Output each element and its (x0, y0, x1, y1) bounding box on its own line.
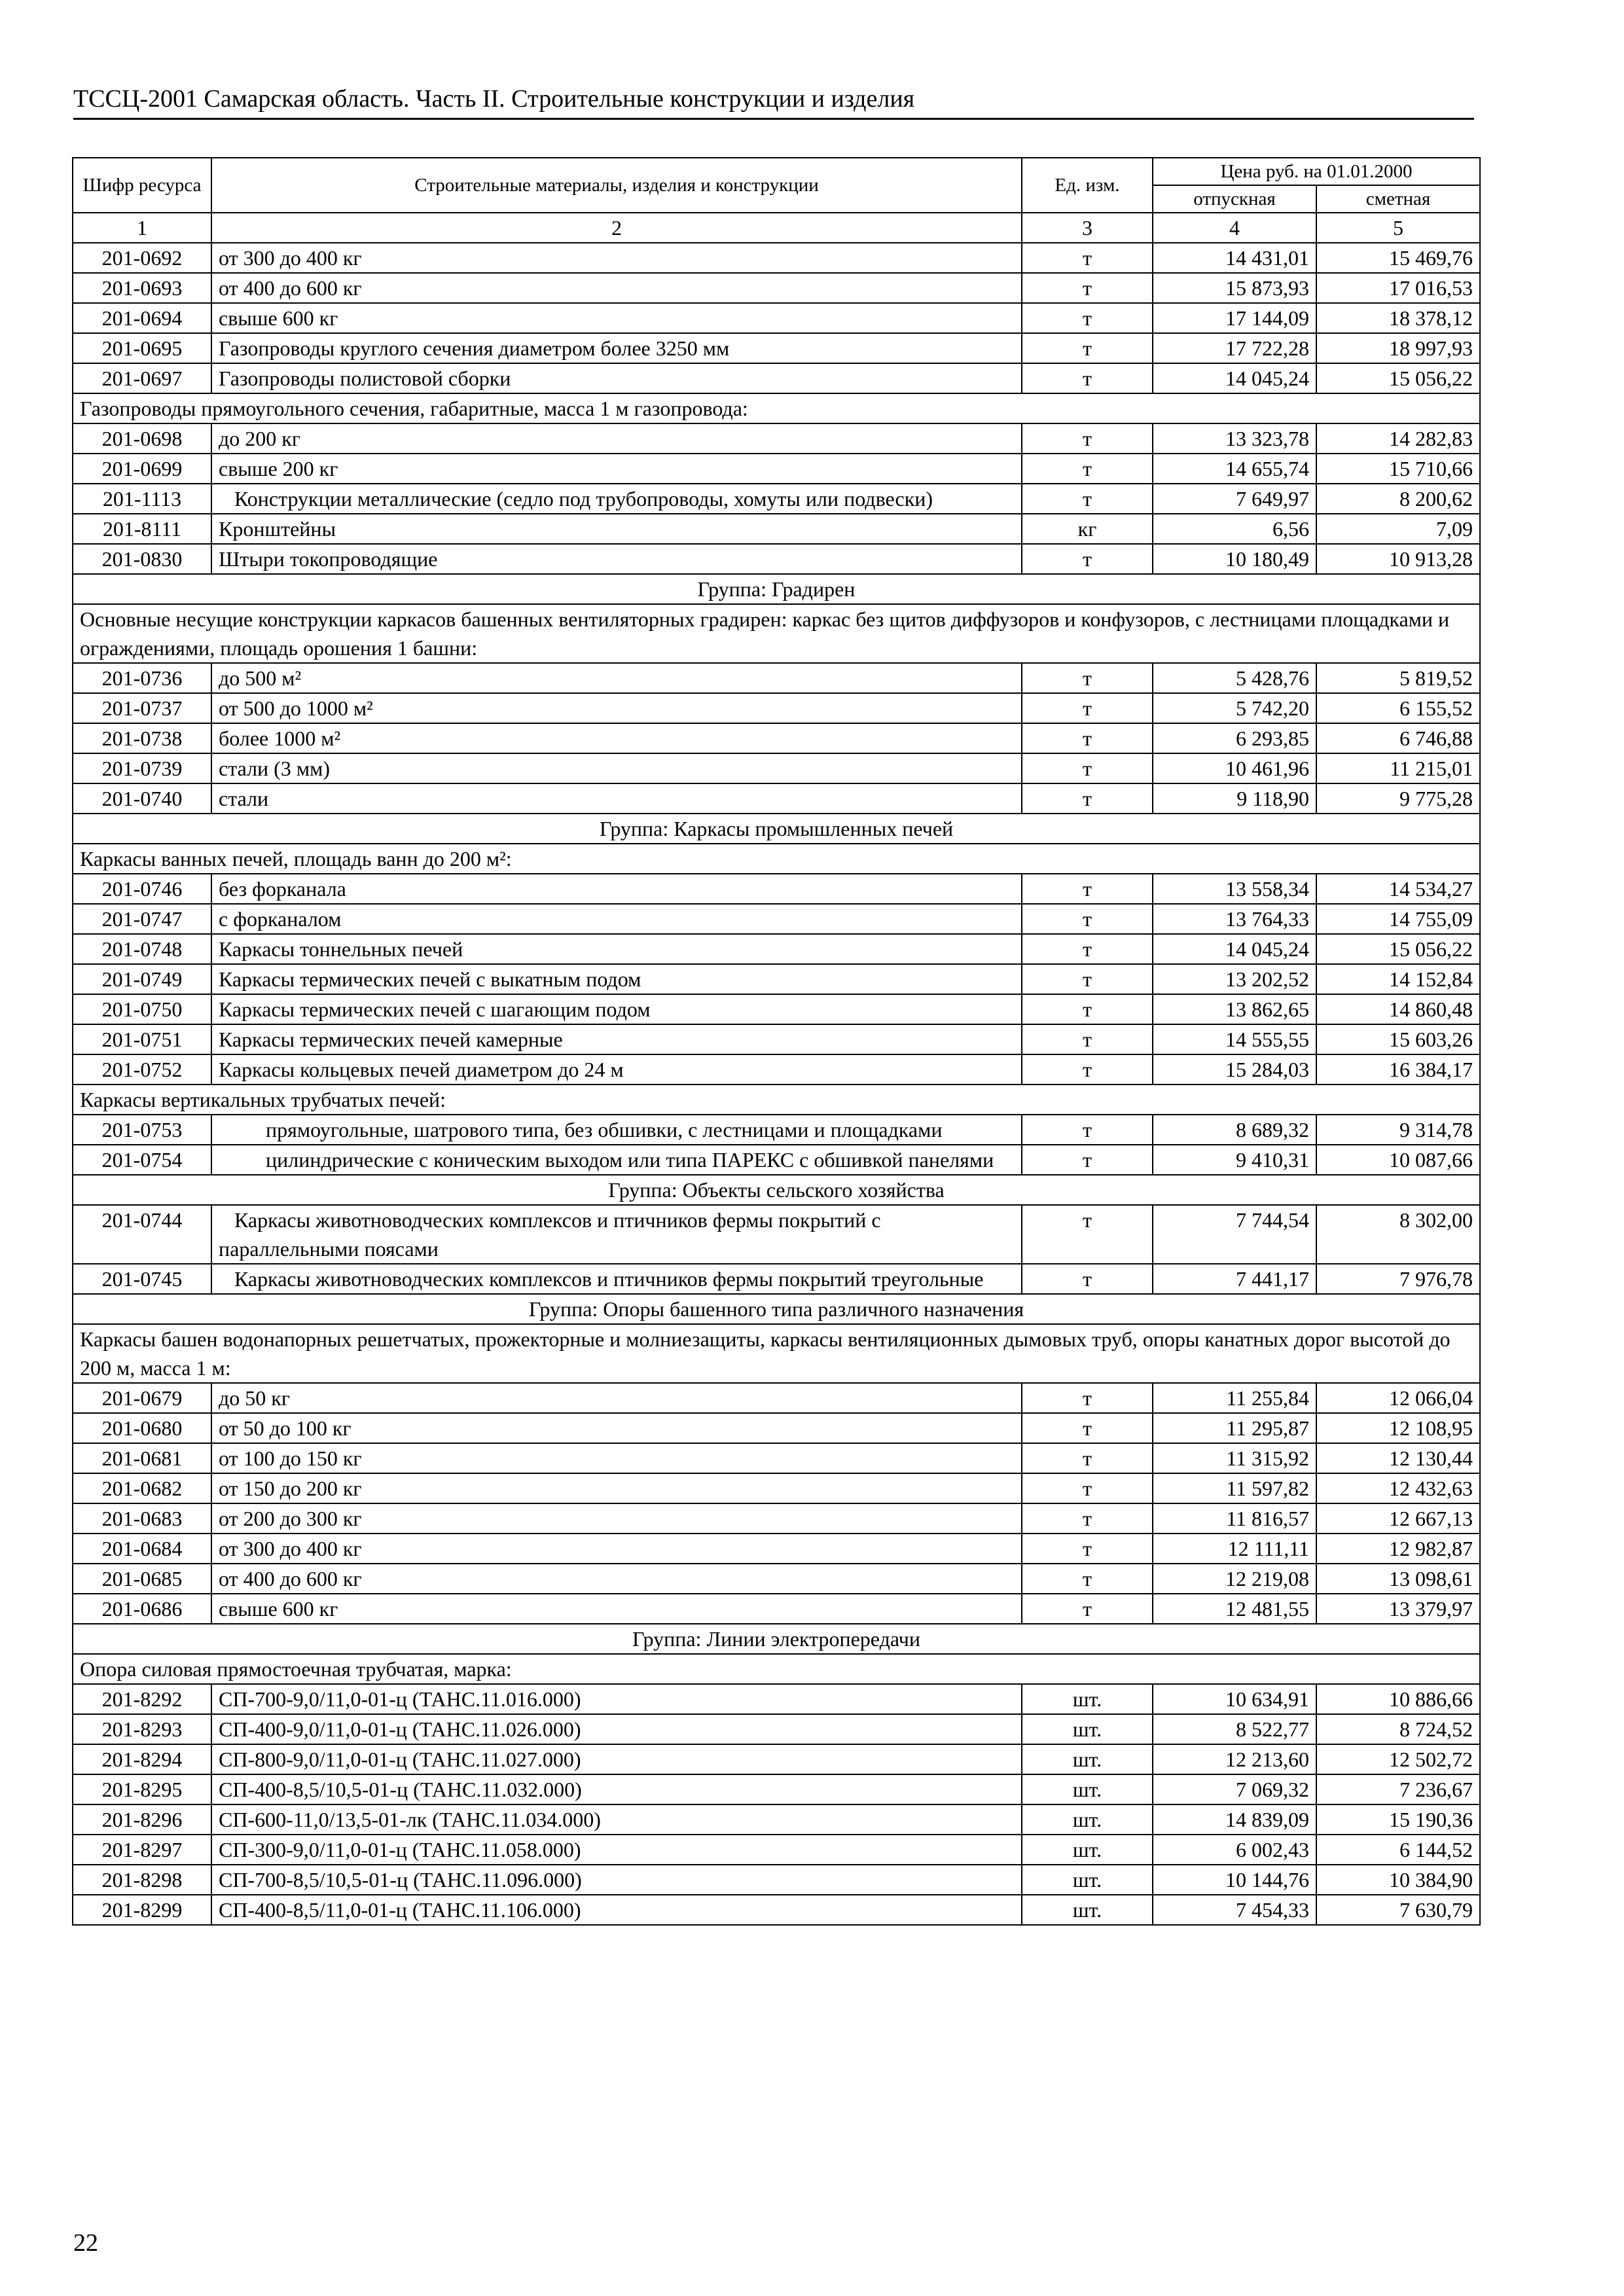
col-num: 5 (1316, 213, 1480, 243)
unit: т (1022, 1383, 1153, 1413)
resource-code: 201-0698 (73, 423, 211, 454)
table-row (73, 874, 1480, 904)
header-estimate-price: сметная (1316, 185, 1480, 213)
table-row (73, 484, 1480, 514)
unit: т (1022, 783, 1153, 814)
table-row (73, 1714, 1480, 1744)
estimate-price: 6 746,88 (1316, 723, 1480, 753)
table-row (73, 723, 1480, 753)
unit: т (1022, 544, 1153, 574)
unit: т (1022, 1413, 1153, 1443)
material-name: от 100 до 150 кг (211, 1443, 1022, 1473)
release-price: 13 764,33 (1153, 904, 1316, 934)
group-row (73, 814, 1480, 844)
release-price: 5 428,76 (1153, 663, 1316, 693)
material-name: Газопроводы полистовой сборки (211, 363, 1022, 393)
material-name: более 1000 м² (211, 723, 1022, 753)
release-price: 14 431,01 (1153, 243, 1316, 273)
estimate-price: 13 098,61 (1316, 1564, 1480, 1594)
group-row (73, 574, 1480, 604)
release-price: 13 202,52 (1153, 964, 1316, 994)
release-price: 10 634,91 (1153, 1684, 1316, 1714)
material-name: Каркасы термических печей с выкатным подом (211, 964, 1022, 994)
unit: т (1022, 363, 1153, 393)
unit: шт. (1022, 1895, 1153, 1925)
table-row (73, 1443, 1480, 1473)
table-row (73, 663, 1480, 693)
resource-code: 201-0740 (73, 783, 211, 814)
release-price: 6 002,43 (1153, 1835, 1316, 1865)
table-row (73, 1865, 1480, 1895)
group-row (73, 1175, 1480, 1205)
unit: т (1022, 273, 1153, 303)
material-name: стали (3 мм) (211, 753, 1022, 783)
material-name: от 50 до 100 кг (211, 1413, 1022, 1443)
unit: т (1022, 1145, 1153, 1175)
resource-code: 201-0684 (73, 1534, 211, 1564)
material-name: СП-700-8,5/10,5-01-ц (ТАНС.11.096.000) (211, 1865, 1022, 1895)
material-name: Кронштейны (211, 514, 1022, 544)
page-number: 22 (73, 2229, 98, 2257)
release-price: 12 213,60 (1153, 1744, 1316, 1774)
table-row (73, 1413, 1480, 1443)
material-name: СП-400-8,5/10,5-01-ц (ТАНС.11.032.000) (211, 1774, 1022, 1804)
estimate-price: 7 630,79 (1316, 1895, 1480, 1925)
release-price: 13 558,34 (1153, 874, 1316, 904)
estimate-price: 14 755,09 (1316, 904, 1480, 934)
estimate-price: 8 200,62 (1316, 484, 1480, 514)
material-name: от 300 до 400 кг (211, 243, 1022, 273)
estimate-price: 12 130,44 (1316, 1443, 1480, 1473)
resource-code: 201-0750 (73, 994, 211, 1024)
table-row (73, 1744, 1480, 1774)
document-header: ТССЦ-2001 Самарская область. Часть II. Строительные конструкции и изделия (73, 84, 1474, 120)
estimate-price: 15 056,22 (1316, 934, 1480, 964)
release-price: 15 284,03 (1153, 1054, 1316, 1085)
table-row (73, 1594, 1480, 1624)
estimate-price: 7 236,67 (1316, 1774, 1480, 1804)
resource-code: 201-0695 (73, 333, 211, 363)
material-name: без форканала (211, 874, 1022, 904)
unit: т (1022, 874, 1153, 904)
unit: т (1022, 964, 1153, 994)
table-row (73, 243, 1480, 273)
material-name: свыше 600 кг (211, 1594, 1022, 1624)
material-name: от 150 до 200 кг (211, 1473, 1022, 1503)
material-name: с форканалом (211, 904, 1022, 934)
table-row (73, 904, 1480, 934)
release-price: 11 597,82 (1153, 1473, 1316, 1503)
subheading-text: Каркасы вертикальных трубчатых печей: (73, 1085, 1480, 1115)
col-num: 3 (1022, 213, 1153, 243)
unit: т (1022, 723, 1153, 753)
estimate-price: 14 534,27 (1316, 874, 1480, 904)
estimate-price: 13 379,97 (1316, 1594, 1480, 1624)
table-row (73, 454, 1480, 484)
group-title: Группа: Объекты сельского хозяйства (73, 1175, 1480, 1205)
unit: т (1022, 423, 1153, 454)
estimate-price: 15 603,26 (1316, 1024, 1480, 1054)
unit: т (1022, 1594, 1153, 1624)
material-name: Конструкции металлические (седло под трубопроводы, хомуты или подвески) (211, 484, 1022, 514)
header-unit: Ед. изм. (1022, 158, 1153, 213)
release-price: 17 722,28 (1153, 333, 1316, 363)
column-number-row (73, 213, 1480, 243)
table-row (73, 333, 1480, 363)
release-price: 14 045,24 (1153, 363, 1316, 393)
estimate-price: 17 016,53 (1316, 273, 1480, 303)
release-price: 10 144,76 (1153, 1865, 1316, 1895)
table-row (73, 1835, 1480, 1865)
unit: т (1022, 693, 1153, 723)
subheading-row (73, 1654, 1480, 1684)
header-release-price: отпускная (1153, 185, 1316, 213)
col-num: 1 (73, 213, 211, 243)
subheading-row (73, 1324, 1480, 1383)
resource-code: 201-0682 (73, 1473, 211, 1503)
release-price: 8 689,32 (1153, 1115, 1316, 1145)
resource-code: 201-0747 (73, 904, 211, 934)
table-row (73, 1895, 1480, 1925)
unit: т (1022, 303, 1153, 333)
material-name: от 500 до 1000 м² (211, 693, 1022, 723)
release-price: 13 323,78 (1153, 423, 1316, 454)
estimate-price: 10 913,28 (1316, 544, 1480, 574)
resource-code: 201-0683 (73, 1503, 211, 1534)
resource-code: 201-8292 (73, 1684, 211, 1714)
group-row (73, 1624, 1480, 1654)
unit: т (1022, 1024, 1153, 1054)
unit: шт. (1022, 1744, 1153, 1774)
material-name: Газопроводы круглого сечения диаметром более 3250 мм (211, 333, 1022, 363)
release-price: 10 461,96 (1153, 753, 1316, 783)
table-row (73, 1145, 1480, 1175)
estimate-price: 10 384,90 (1316, 1865, 1480, 1895)
unit: шт. (1022, 1714, 1153, 1744)
release-price: 12 481,55 (1153, 1594, 1316, 1624)
resource-code: 201-8294 (73, 1744, 211, 1774)
material-name: Штыри токопроводящие (211, 544, 1022, 574)
unit: кг (1022, 514, 1153, 544)
resource-code: 201-8296 (73, 1804, 211, 1835)
table-row (73, 1054, 1480, 1085)
material-name: от 400 до 600 кг (211, 1564, 1022, 1594)
material-name: Каркасы термических печей с шагающим подом (211, 994, 1022, 1024)
unit: т (1022, 663, 1153, 693)
price-table (72, 157, 1481, 1926)
unit: т (1022, 1564, 1153, 1594)
estimate-price: 10 087,66 (1316, 1145, 1480, 1175)
estimate-price: 15 469,76 (1316, 243, 1480, 273)
release-price: 12 219,08 (1153, 1564, 1316, 1594)
estimate-price: 15 710,66 (1316, 454, 1480, 484)
estimate-price: 18 997,93 (1316, 333, 1480, 363)
estimate-price: 14 282,83 (1316, 423, 1480, 454)
subheading-text: Каркасы ванных печей, площадь ванн до 200 м²: (73, 844, 1480, 874)
unit: т (1022, 1264, 1153, 1294)
material-name: до 50 кг (211, 1383, 1022, 1413)
resource-code: 201-0681 (73, 1443, 211, 1473)
subheading-text: Каркасы башен водонапорных решетчатых, прожекторные и молниезащиты, каркасы вентиляционных дымовых труб, опоры канатных дорог высотой до 200 м, масса 1 м: (73, 1324, 1480, 1383)
resource-code: 201-1113 (73, 484, 211, 514)
estimate-price: 7 976,78 (1316, 1264, 1480, 1294)
unit: т (1022, 1473, 1153, 1503)
material-name: СП-400-9,0/11,0-01-ц (ТАНС.11.026.000) (211, 1714, 1022, 1744)
release-price: 7 454,33 (1153, 1895, 1316, 1925)
group-title: Группа: Линии электропередачи (73, 1624, 1480, 1654)
unit: т (1022, 1115, 1153, 1145)
unit: т (1022, 1534, 1153, 1564)
release-price: 11 315,92 (1153, 1443, 1316, 1473)
table-row (73, 544, 1480, 574)
table-row (73, 1564, 1480, 1594)
resource-code: 201-0694 (73, 303, 211, 333)
estimate-price: 11 215,01 (1316, 753, 1480, 783)
material-name: СП-300-9,0/11,0-01-ц (ТАНС.11.058.000) (211, 1835, 1022, 1865)
estimate-price: 12 982,87 (1316, 1534, 1480, 1564)
material-name: Каркасы кольцевых печей диаметром до 24 м (211, 1054, 1022, 1085)
material-name: до 200 кг (211, 423, 1022, 454)
release-price: 7 069,32 (1153, 1774, 1316, 1804)
release-price: 9 118,90 (1153, 783, 1316, 814)
resource-code: 201-0752 (73, 1054, 211, 1085)
resource-code: 201-0744 (73, 1205, 211, 1264)
release-price: 6 293,85 (1153, 723, 1316, 753)
table-body (73, 243, 1480, 1925)
table-row (73, 1205, 1480, 1264)
resource-code: 201-0679 (73, 1383, 211, 1413)
table-row (73, 1534, 1480, 1564)
resource-code: 201-8111 (73, 514, 211, 544)
estimate-price: 15 056,22 (1316, 363, 1480, 393)
table-row (73, 1024, 1480, 1054)
table-row (73, 423, 1480, 454)
estimate-price: 9 775,28 (1316, 783, 1480, 814)
release-price: 5 742,20 (1153, 693, 1316, 723)
resource-code: 201-0736 (73, 663, 211, 693)
unit: т (1022, 333, 1153, 363)
release-price: 8 522,77 (1153, 1714, 1316, 1744)
material-name: от 400 до 600 кг (211, 273, 1022, 303)
resource-code: 201-0738 (73, 723, 211, 753)
release-price: 10 180,49 (1153, 544, 1316, 574)
release-price: 12 111,11 (1153, 1534, 1316, 1564)
material-name: до 500 м² (211, 663, 1022, 693)
unit: шт. (1022, 1835, 1153, 1865)
estimate-price: 12 667,13 (1316, 1503, 1480, 1534)
resource-code: 201-0745 (73, 1264, 211, 1294)
release-price: 7 441,17 (1153, 1264, 1316, 1294)
group-row (73, 1294, 1480, 1324)
estimate-price: 10 886,66 (1316, 1684, 1480, 1714)
table-row (73, 964, 1480, 994)
col-num: 4 (1153, 213, 1316, 243)
group-title: Группа: Опоры башенного типа различного назначения (73, 1294, 1480, 1324)
material-name: от 200 до 300 кг (211, 1503, 1022, 1534)
unit: шт. (1022, 1804, 1153, 1835)
unit: т (1022, 1443, 1153, 1473)
release-price: 17 144,09 (1153, 303, 1316, 333)
table-row (73, 273, 1480, 303)
resource-code: 201-0686 (73, 1594, 211, 1624)
unit: т (1022, 454, 1153, 484)
resource-code: 201-8295 (73, 1774, 211, 1804)
material-name: цилиндрические с коническим выходом или типа ПАРЕКС с обшивкой панелями (211, 1145, 1022, 1175)
table-row (73, 1115, 1480, 1145)
subheading-row (73, 393, 1480, 423)
estimate-price: 12 108,95 (1316, 1413, 1480, 1443)
table-row (73, 303, 1480, 333)
release-price: 11 295,87 (1153, 1413, 1316, 1443)
resource-code: 201-0830 (73, 544, 211, 574)
resource-code: 201-0693 (73, 273, 211, 303)
material-name: Каркасы животноводческих комплексов и птичников фермы покрытий с параллельными поясами (211, 1205, 1022, 1264)
table-row (73, 1503, 1480, 1534)
resource-code: 201-0680 (73, 1413, 211, 1443)
table-row (73, 783, 1480, 814)
release-price: 15 873,93 (1153, 273, 1316, 303)
release-price: 9 410,31 (1153, 1145, 1316, 1175)
resource-code: 201-0748 (73, 934, 211, 964)
resource-code: 201-0739 (73, 753, 211, 783)
resource-code: 201-0699 (73, 454, 211, 484)
estimate-price: 8 302,00 (1316, 1205, 1480, 1264)
table-row (73, 693, 1480, 723)
table-row (73, 1684, 1480, 1714)
unit: т (1022, 934, 1153, 964)
release-price: 7 649,97 (1153, 484, 1316, 514)
header-name: Строительные материалы, изделия и конструкции (211, 158, 1022, 213)
unit: т (1022, 1503, 1153, 1534)
resource-code: 201-0692 (73, 243, 211, 273)
resource-code: 201-0737 (73, 693, 211, 723)
unit: т (1022, 904, 1153, 934)
material-name: от 300 до 400 кг (211, 1534, 1022, 1564)
subheading-row (73, 844, 1480, 874)
material-name: Каркасы термических печей камерные (211, 1024, 1022, 1054)
subheading-text: Основные несущие конструкции каркасов башенных вентиляторных градирен: каркас без щитов диффузоров и конфузоров, с лестницами площадками и ограждениями, площадь орошения 1 башни: (73, 604, 1480, 663)
material-name: стали (211, 783, 1022, 814)
estimate-price: 12 432,63 (1316, 1473, 1480, 1503)
resource-code: 201-8297 (73, 1835, 211, 1865)
subheading-text: Газопроводы прямоугольного сечения, габаритные, масса 1 м газопровода: (73, 393, 1480, 423)
release-price: 7 744,54 (1153, 1205, 1316, 1264)
estimate-price: 16 384,17 (1316, 1054, 1480, 1085)
material-name: Каркасы животноводческих комплексов и птичников фермы покрытий треугольные (211, 1264, 1022, 1294)
estimate-price: 14 860,48 (1316, 994, 1480, 1024)
table-row (73, 1264, 1480, 1294)
unit: шт. (1022, 1865, 1153, 1895)
release-price: 6,56 (1153, 514, 1316, 544)
header-price: Цена руб. на 01.01.2000 (1153, 158, 1480, 185)
release-price: 11 816,57 (1153, 1503, 1316, 1534)
material-name: СП-700-9,0/11,0-01-ц (ТАНС.11.016.000) (211, 1684, 1022, 1714)
subheading-row (73, 604, 1480, 663)
release-price: 13 862,65 (1153, 994, 1316, 1024)
material-name: прямоугольные, шатрового типа, без обшивки, с лестницами и площадками (211, 1115, 1022, 1145)
estimate-price: 18 378,12 (1316, 303, 1480, 333)
table-row (73, 514, 1480, 544)
release-price: 14 045,24 (1153, 934, 1316, 964)
table-row (73, 994, 1480, 1024)
material-name: СП-400-8,5/11,0-01-ц (ТАНС.11.106.000) (211, 1895, 1022, 1925)
estimate-price: 12 502,72 (1316, 1744, 1480, 1774)
unit: т (1022, 243, 1153, 273)
estimate-price: 5 819,52 (1316, 663, 1480, 693)
resource-code: 201-0746 (73, 874, 211, 904)
table-row (73, 363, 1480, 393)
release-price: 11 255,84 (1153, 1383, 1316, 1413)
table-row (73, 1774, 1480, 1804)
header-code: Шифр ресурса (73, 158, 211, 213)
table-row (73, 934, 1480, 964)
material-name: свыше 600 кг (211, 303, 1022, 333)
estimate-price: 8 724,52 (1316, 1714, 1480, 1744)
release-price: 14 655,74 (1153, 454, 1316, 484)
material-name: СП-600-11,0/13,5-01-лк (ТАНС.11.034.000) (211, 1804, 1022, 1835)
release-price: 14 555,55 (1153, 1024, 1316, 1054)
unit: т (1022, 753, 1153, 783)
estimate-price: 6 155,52 (1316, 693, 1480, 723)
table-row (73, 1383, 1480, 1413)
estimate-price: 9 314,78 (1316, 1115, 1480, 1145)
group-title: Группа: Градирен (73, 574, 1480, 604)
resource-code: 201-0753 (73, 1115, 211, 1145)
subheading-row (73, 1085, 1480, 1115)
resource-code: 201-8298 (73, 1865, 211, 1895)
col-num: 2 (211, 213, 1022, 243)
table-row (73, 753, 1480, 783)
material-name: СП-800-9,0/11,0-01-ц (ТАНС.11.027.000) (211, 1744, 1022, 1774)
unit: т (1022, 994, 1153, 1024)
release-price: 14 839,09 (1153, 1804, 1316, 1835)
estimate-price: 14 152,84 (1316, 964, 1480, 994)
resource-code: 201-0749 (73, 964, 211, 994)
unit: т (1022, 1205, 1153, 1264)
table-row (73, 1473, 1480, 1503)
material-name: Каркасы тоннельных печей (211, 934, 1022, 964)
unit: шт. (1022, 1684, 1153, 1714)
estimate-price: 12 066,04 (1316, 1383, 1480, 1413)
unit: т (1022, 1054, 1153, 1085)
estimate-price: 7,09 (1316, 514, 1480, 544)
estimate-price: 15 190,36 (1316, 1804, 1480, 1835)
material-name: свыше 200 кг (211, 454, 1022, 484)
unit: т (1022, 484, 1153, 514)
group-title: Группа: Каркасы промышленных печей (73, 814, 1480, 844)
subheading-text: Опора силовая прямостоечная трубчатая, марка: (73, 1654, 1480, 1684)
resource-code: 201-0751 (73, 1024, 211, 1054)
resource-code: 201-8293 (73, 1714, 211, 1744)
resource-code: 201-0685 (73, 1564, 211, 1594)
unit: шт. (1022, 1774, 1153, 1804)
resource-code: 201-8299 (73, 1895, 211, 1925)
table-row (73, 1804, 1480, 1835)
estimate-price: 6 144,52 (1316, 1835, 1480, 1865)
resource-code: 201-0754 (73, 1145, 211, 1175)
resource-code: 201-0697 (73, 363, 211, 393)
